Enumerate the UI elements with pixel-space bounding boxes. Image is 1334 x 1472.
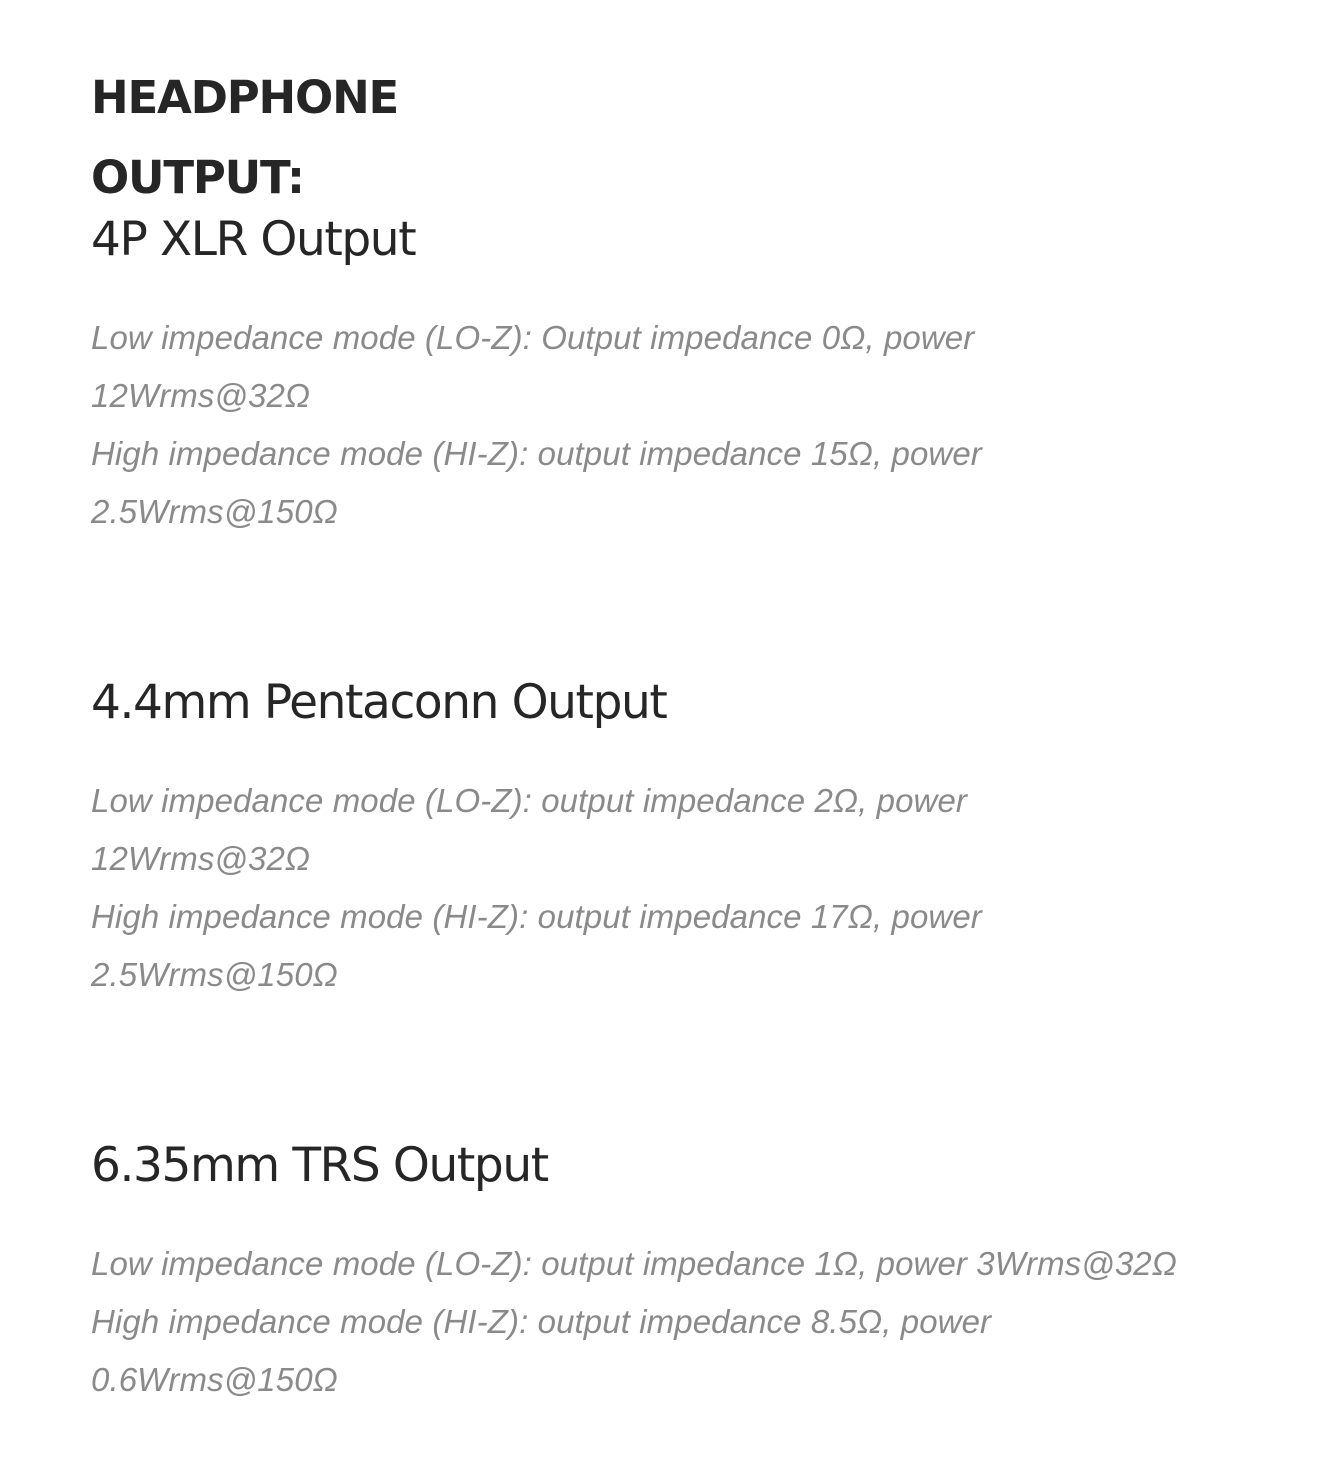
spec-list-4p-xlr xyxy=(91,309,1271,541)
spec-line: Low impedance mode (LO-Z): Output impedance 0Ω, power xyxy=(91,319,975,356)
section-heading-4-4mm-pentaconn: 4.4mm Pentaconn Output xyxy=(91,675,667,730)
page-title: HEADPHONE OUTPUT: xyxy=(91,71,399,204)
spec-line: 12Wrms@32Ω xyxy=(91,377,311,414)
spec-line: Low impedance mode (LO-Z): output impedance 1Ω, power 3Wrms@32Ω xyxy=(91,1245,1177,1282)
section-heading-4p-xlr: 4P XLR Output xyxy=(91,212,416,267)
spec-list-4-4mm-pentaconn xyxy=(91,772,1271,1004)
spec-line: 0.6Wrms@150Ω xyxy=(91,1361,338,1398)
spec-list-6-35mm-trs xyxy=(91,1235,1271,1409)
section-heading-6-35mm-trs: 6.35mm TRS Output xyxy=(91,1138,548,1193)
spec-line: 2.5Wrms@150Ω xyxy=(91,956,338,993)
spec-line: 12Wrms@32Ω xyxy=(91,840,311,877)
spec-line: Low impedance mode (LO-Z): output impedance 2Ω, power xyxy=(91,782,968,819)
spec-line: 2.5Wrms@150Ω xyxy=(91,493,338,530)
headphone-output-spec-section xyxy=(91,58,1271,1409)
spec-line: High impedance mode (HI-Z): output impedance 8.5Ω, power xyxy=(91,1303,992,1340)
spec-line: High impedance mode (HI-Z): output impedance 15Ω, power xyxy=(91,435,982,472)
spec-line: High impedance mode (HI-Z): output impedance 17Ω, power xyxy=(91,898,982,935)
